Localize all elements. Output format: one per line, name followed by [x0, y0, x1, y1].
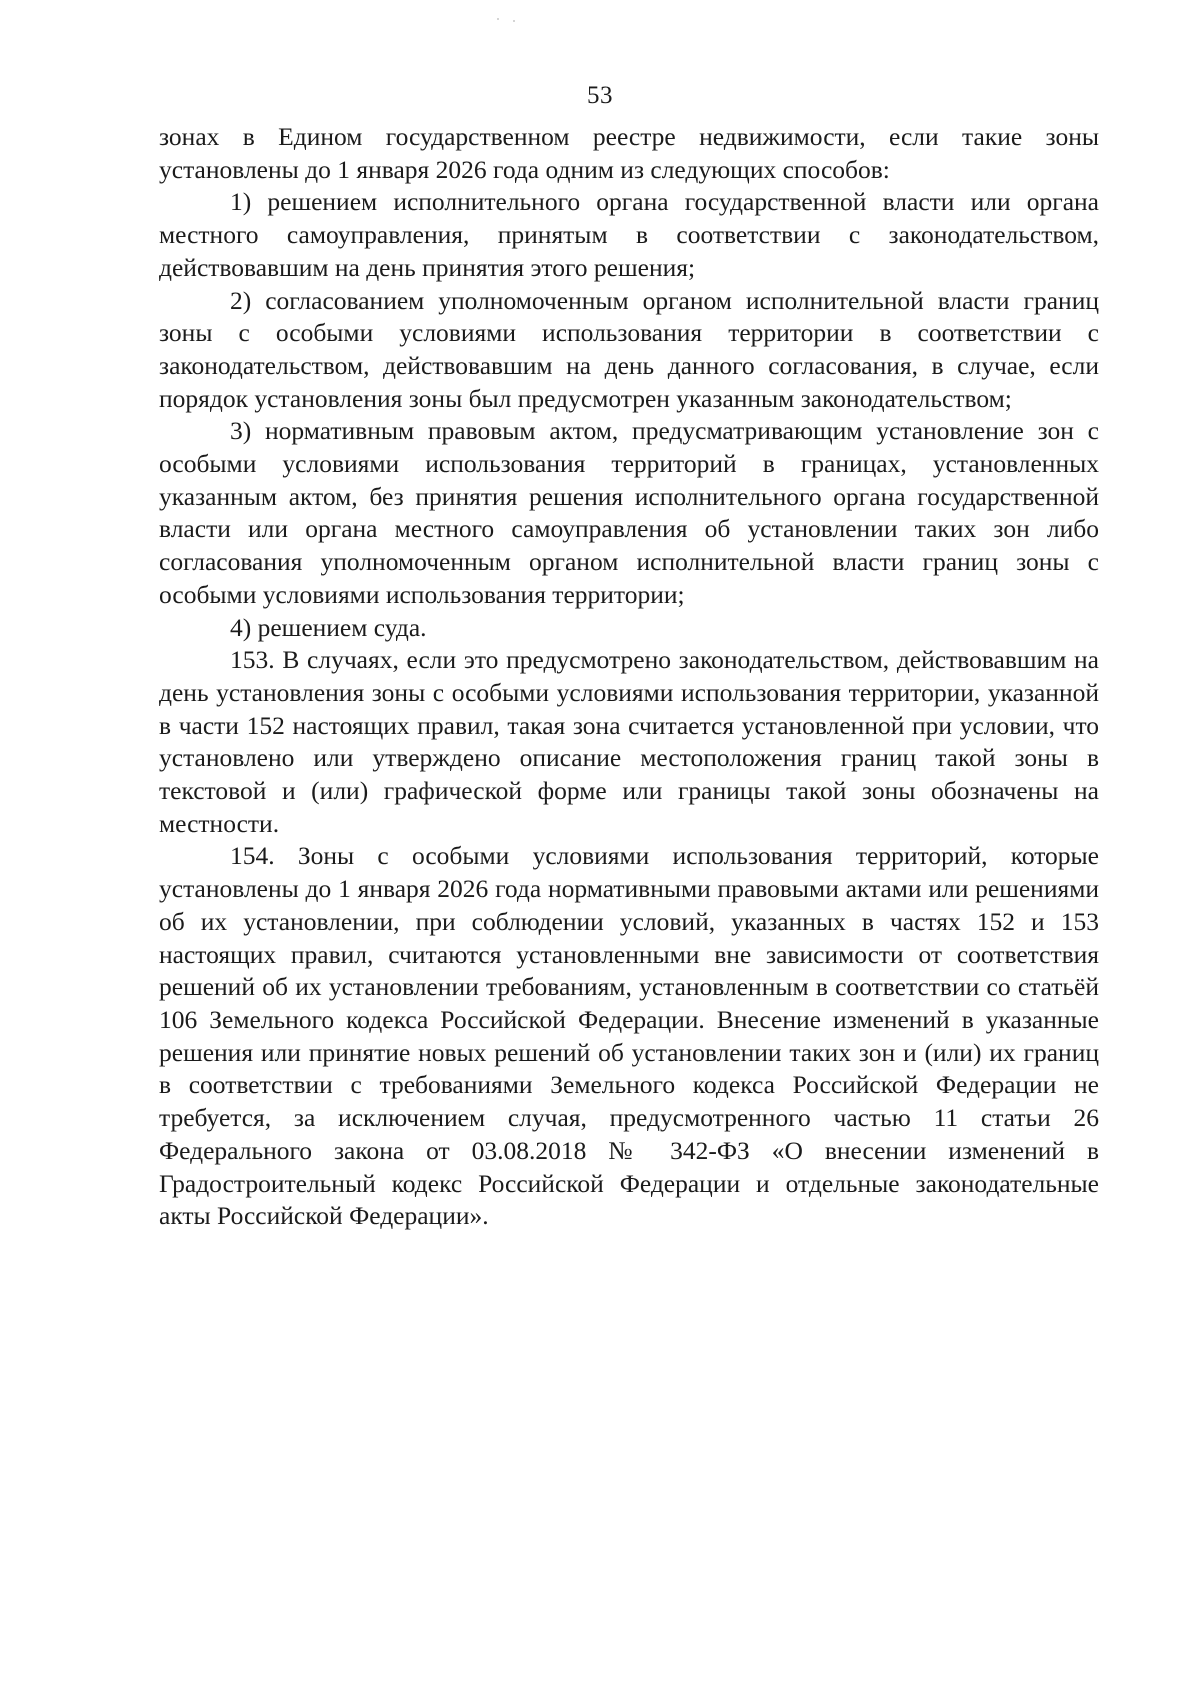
page-number: 53 — [587, 82, 613, 109]
list-item-3: 3) нормативным правовым актом, предусматривающим установление зон с особыми условиями использования территорий в границах, установленных указанным актом, без принятия решения исполнительного органа государственной власти или органа местного самоуправления об установлении таких зон либо согласования уполномоченным органом исполнительной власти границ зоны с особыми условиями использования территории; — [159, 416, 1099, 609]
list-item-4: 4) решением суда. — [230, 612, 427, 642]
document-body — [159, 121, 1099, 1233]
list-item-2: 2) согласованием уполномоченным органом исполнительной власти границ зоны с особыми условиями использования территории в соответствии с законодательством, действовавшим на день данного согласования, в случае, если порядок установления зоны был предусмотрен указанным законодательством; — [159, 285, 1099, 413]
clause-153: 153. В случаях, если это предусмотрено законодательством, действовавшим на день установления зоны с особыми условиями использования территории, указанной в части 152 настоящих правил, такая зона считается установленной при условии, что установлено или утверждено описание местоположения границ такой зоны в текстовой и (или) графической форме или границы такой зоны обозначены на местности. — [159, 645, 1099, 838]
scan-speck — [497, 18, 499, 20]
list-item-1: 1) решением исполнительного органа государственной власти или органа местного самоуправления, принятым в соответствии с законодательством, действовавшим на день принятия этого решения; — [159, 187, 1099, 282]
scan-speck — [513, 20, 515, 22]
clause-154: 154. Зоны с особыми условиями использования территорий, которые установлены до 1 января 2026 года нормативными правовыми актами или решениями об их установлении, при соблюдении условий, указанных в частях 152 и 153 настоящих правил, считаются установленными вне зависимости от соответствия решений об их установлении требованиям, установленным в соответствии со статьёй 106 Земельного кодекса Российской Федерации. Внесение изменений в указанные решения или принятие новых решений об установлении таких зон и (или) их границ в соответствии с требованиями Земельного кодекса Российской Федерации не требуется, за исключением случая, предусмотренного частью 11 статьи 26 Федерального закона от 03.08.2018 № 342-ФЗ «О внесении изменений в Градостроительный кодекс Российской Федерации и отдельные законодательные акты Российской Федерации». — [159, 841, 1099, 1231]
paragraph-intro: зонах в Едином государственном реестре недвижимости, если такие зоны установлены до 1 января 2026 года одним из следующих способов: — [159, 122, 1099, 184]
